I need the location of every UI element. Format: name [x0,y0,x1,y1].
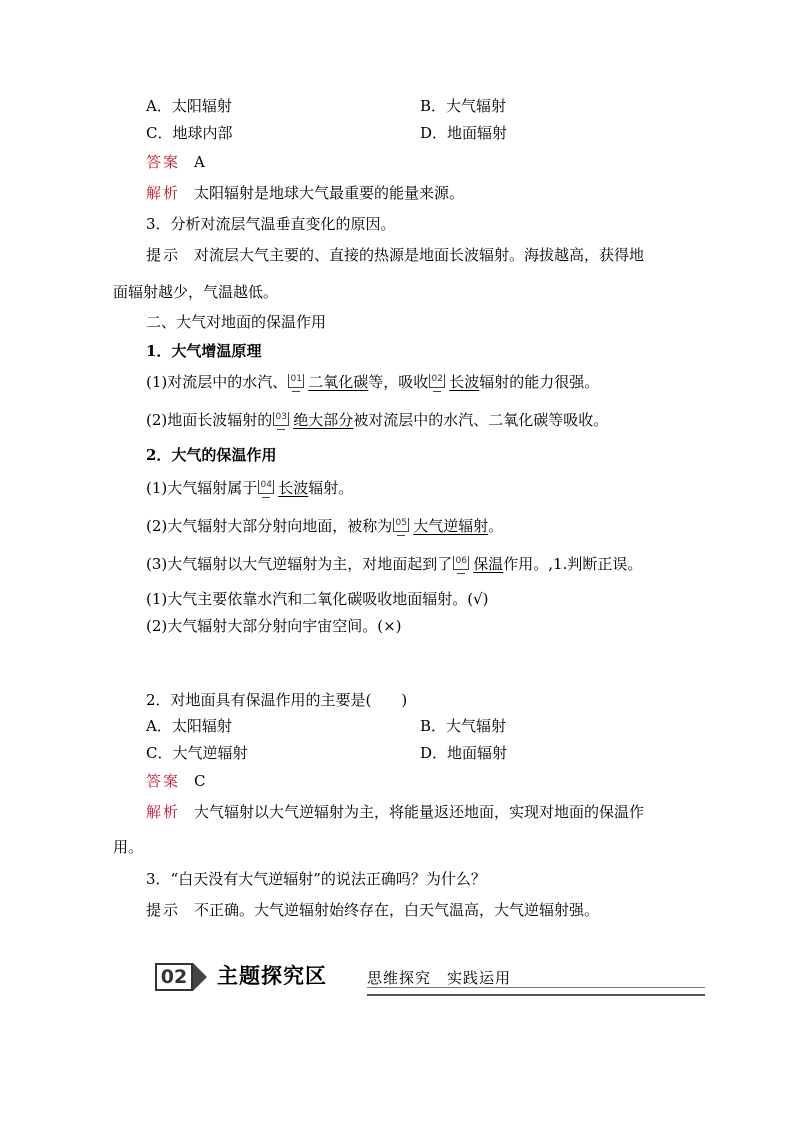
analysis-label: 解析 [146,184,181,202]
hint-line-2: 面辐射越少，气温越低。 [113,283,279,301]
answer-line [146,152,205,172]
marker-number: 01 [288,374,304,388]
q2-analysis-line [146,802,644,822]
analysis-text: 太阳辐射是地球大气最重要的能量来源。 [194,184,465,202]
text: 等，吸收 [368,373,429,391]
option-a: A．太阳辐射 [146,97,232,115]
text: 被对流层中的水汽、二氧化碳等吸收。 [353,411,609,429]
fill-line-2 [146,410,608,430]
blank-answer: 绝大部分 [293,411,354,429]
blank-answer: 长波 [278,479,309,497]
marker-number: 04 [258,480,274,494]
blank-answer: 二氧化碳 [308,373,369,391]
hint-text-1: 对流层大气主要的、直接的热源是地面长波辐射。海拔越高，获得地 [194,246,645,264]
banner-title: 主题探究区 [217,964,327,988]
text: 辐射。 [308,479,354,497]
marker-number: 02 [429,374,445,388]
hint-line-1 [146,245,644,265]
subsection-title-1: 1．大气增温原理 [146,342,262,360]
fill-line-3 [146,478,353,498]
blank-marker-icon [257,478,276,498]
option-d: D．地面辐射 [420,124,508,142]
answer-label: 答案 [146,153,181,171]
question-3: 3．分析对流层气温垂直变化的原因。 [146,215,396,233]
hint-text: 不正确。大气逆辐射始终存在，白天气温高，大气逆辐射强。 [194,901,600,919]
blank-marker-icon [272,410,291,430]
marker-number: 06 [453,556,469,570]
q2-analysis-line-2: 用。 [113,838,144,856]
blank-marker-icon [428,372,447,392]
answer-value: A [194,153,205,171]
analysis-text-1: 大气辐射以大气逆辐射为主，将能量返还地面，实现对地面的保温作 [194,803,645,821]
banner-subtitle: 思维探究 实践运用 [367,969,512,987]
q2-option-d: D．地面辐射 [420,744,508,762]
q2-answer-line [146,771,206,791]
blank-marker-icon [287,372,306,392]
option-b: B．大气辐射 [420,97,507,115]
fill-line-1 [146,372,599,392]
judgement-2: (2)大气辐射大部分射向宇宙空间。(×) [146,617,402,635]
q2-option-a: A．太阳辐射 [146,717,232,735]
text: 辐射的能力很强。 [479,373,600,391]
hint-label: 提示 [146,901,181,919]
marker-number: 03 [273,412,289,426]
subsection-title-2: 2．大气的保温作用 [146,446,277,464]
fill-line-5 [146,554,642,574]
question-2: 2．对地面具有保温作用的主要是( ) [146,691,408,709]
q2-option-c: C．大气逆辐射 [146,744,248,762]
text: 。 [488,517,504,535]
hint-label: 提示 [146,246,181,264]
section-title: 二、大气对地面的保温作用 [146,313,327,331]
answer-label: 答案 [146,772,181,790]
option-c: C．地球内部 [146,124,233,142]
marker-number: 05 [393,518,409,532]
analysis-line [146,183,464,203]
judgement-1: (1)大气主要依靠水汽和二氧化碳吸收地面辐射。(√) [146,590,489,608]
blank-answer: 大气逆辐射 [413,517,489,535]
banner-rule [367,987,705,996]
section-banner [155,963,705,993]
analysis-label: 解析 [146,803,181,821]
text: (2)大气辐射大部分射向地面，被称为 [146,517,393,535]
banner-arrow-icon [193,963,207,991]
q3b-hint-line [146,900,599,920]
answer-value: C [194,772,206,790]
text: (1)大气辐射属于 [146,479,258,497]
q2-option-b: B．大气辐射 [420,717,507,735]
text: (2)地面长波辐射的 [146,411,273,429]
blank-marker-icon [392,516,411,536]
banner-number: 02 [155,963,193,991]
text: 作用。,1.判断正误。 [503,555,643,573]
question-3b: 3．“白天没有大气逆辐射”的说法正确吗？为什么？ [146,870,486,888]
text: (3)大气辐射以大气逆辐射为主，对地面起到了 [146,555,453,573]
blank-marker-icon [452,554,471,574]
fill-line-4 [146,516,503,536]
blank-answer: 长波 [449,373,480,391]
blank-answer: 保温 [473,555,504,573]
text: (1)对流层中的水汽、 [146,373,288,391]
